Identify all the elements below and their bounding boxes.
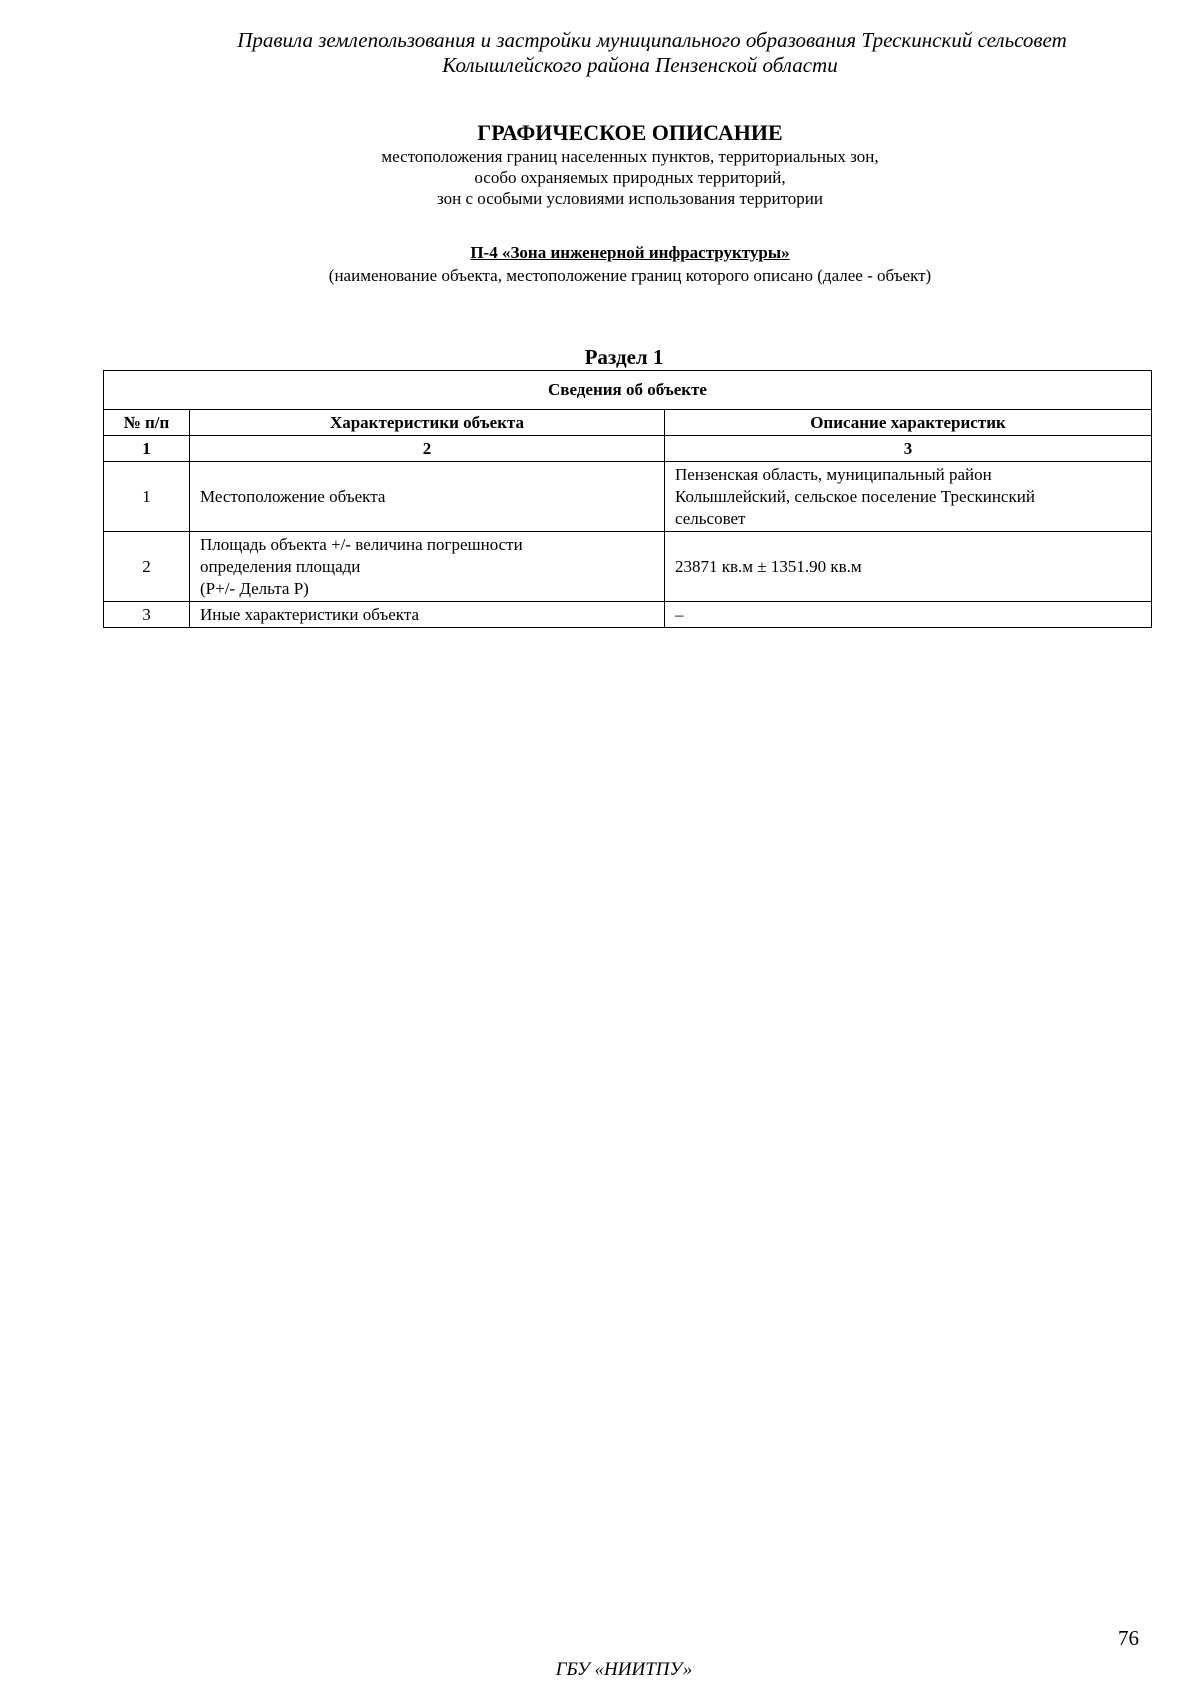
row-characteristic: Местоположение объекта bbox=[190, 462, 665, 532]
column-number-1: 1 bbox=[104, 436, 190, 462]
row-characteristic: Иные характеристики объекта bbox=[190, 602, 665, 628]
object-caption bbox=[0, 265, 1200, 286]
running-header bbox=[0, 28, 1200, 78]
row-num: 1 bbox=[104, 462, 190, 532]
column-number-2: 2 bbox=[190, 436, 665, 462]
object-caption-text: (наименование объекта, местоположение границ которого описано (далее - объект) bbox=[328, 266, 932, 285]
section-title bbox=[0, 345, 1200, 369]
subtitle-line-1: местоположения границ населенных пунктов, территориальных зон, bbox=[381, 147, 879, 166]
page-number: 76 bbox=[1118, 1626, 1139, 1650]
characteristic-line: Площадь объекта +/- величина погрешности bbox=[200, 534, 523, 554]
subtitle-line-3: зон с особыми условиями использования территории bbox=[437, 189, 823, 208]
table-column-number-row bbox=[104, 436, 1152, 462]
title-block bbox=[0, 120, 1200, 209]
table-caption: Сведения об объекте bbox=[104, 371, 1152, 410]
header-line-1: Правила землепользования и застройки муниципального образования Трескинский сельсовет bbox=[237, 28, 1067, 52]
header-num: № п/п bbox=[104, 410, 190, 436]
header-description: Описание характеристик bbox=[665, 410, 1152, 436]
document-title: ГРАФИЧЕСКОЕ ОПИСАНИЕ bbox=[477, 120, 783, 145]
subtitle-line-2: особо охраняемых природных территорий, bbox=[474, 168, 786, 187]
characteristic-line: (Р+/- Дельта Р) bbox=[200, 578, 309, 598]
table-header-row bbox=[104, 410, 1152, 436]
row-description: 23871 кв.м ± 1351.90 кв.м bbox=[665, 532, 1152, 602]
row-description: – bbox=[665, 602, 1152, 628]
table-row bbox=[104, 602, 1152, 628]
row-description bbox=[665, 462, 1152, 532]
description-line: Пензенская область, муниципальный район bbox=[675, 464, 992, 484]
object-info-table bbox=[103, 370, 1152, 628]
footer-organization: ГБУ «НИИТПУ» bbox=[555, 1659, 693, 1680]
row-num: 3 bbox=[104, 602, 190, 628]
running-footer bbox=[0, 1659, 1200, 1681]
object-name-text: П-4 «Зона инженерной инфраструктуры» bbox=[470, 243, 790, 262]
row-characteristic bbox=[190, 532, 665, 602]
row-num: 2 bbox=[104, 532, 190, 602]
object-name bbox=[0, 242, 1200, 263]
table-caption-row bbox=[104, 371, 1152, 410]
header-line-2: Колышлейского района Пензенской области bbox=[442, 53, 838, 77]
characteristic-line: определения площади bbox=[200, 556, 361, 576]
table-row bbox=[104, 462, 1152, 532]
description-line: Колышлейский, сельское поселение Трескинский bbox=[675, 486, 1035, 506]
table-row bbox=[104, 532, 1152, 602]
column-number-3: 3 bbox=[665, 436, 1152, 462]
description-line: сельсовет bbox=[675, 508, 746, 528]
header-characteristic: Характеристики объекта bbox=[190, 410, 665, 436]
section-title-text: Раздел 1 bbox=[584, 345, 664, 369]
